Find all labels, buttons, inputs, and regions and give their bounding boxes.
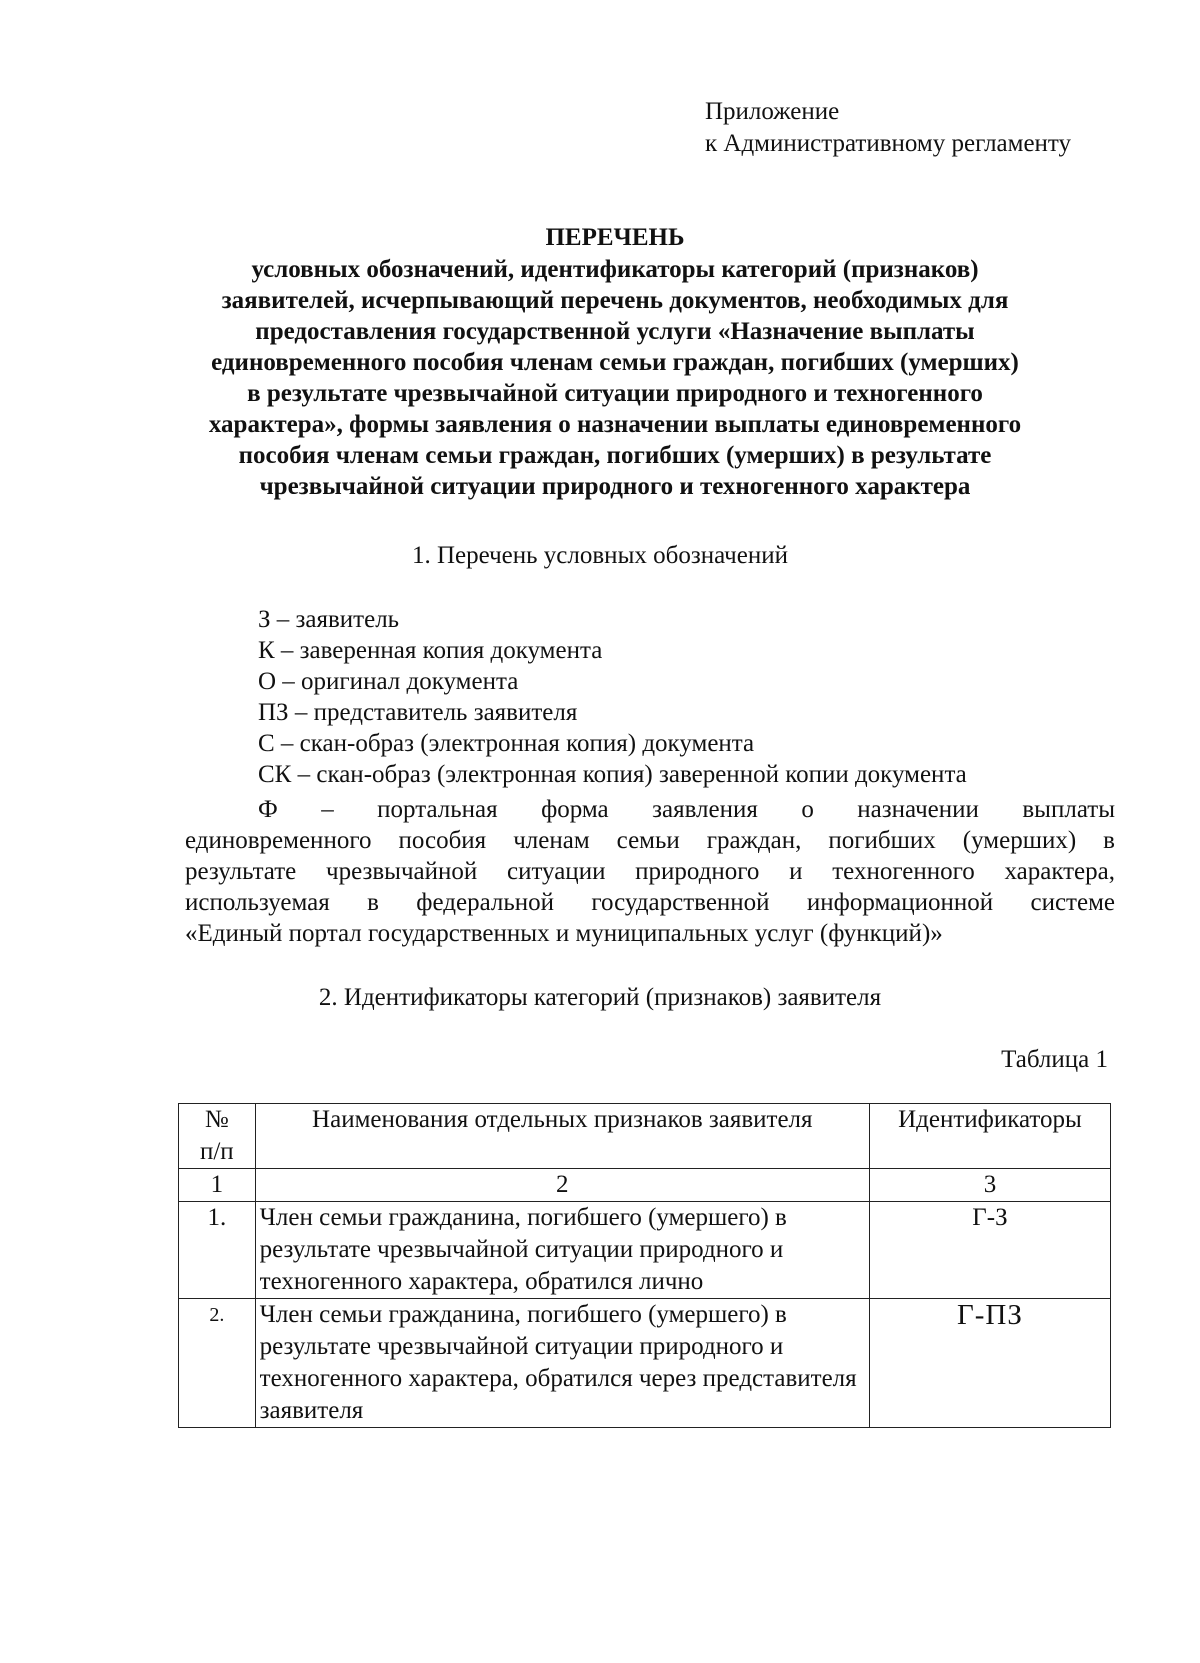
title-line: в результате чрезвычайной ситуации природного и техногенного xyxy=(247,380,983,407)
section-title: 2. Идентификаторы категорий (признаков) заявителя xyxy=(318,984,882,1011)
column-number: 1 xyxy=(179,1169,256,1202)
paragraph-line: единовременного пособия членам семьи граждан, погибших (умерших) в xyxy=(185,827,1115,854)
legend-list xyxy=(258,604,967,790)
title-line: единовременного пособия членам семьи граждан, погибших (умерших) xyxy=(211,349,1019,376)
section-title: 1. Перечень условных обозначений xyxy=(411,542,788,569)
row-description: Член семьи гражданина, погибшего (умершего) в результате чрезвычайной ситуации природного и техногенного характера, обратился лично xyxy=(255,1202,869,1299)
column-numbers-row xyxy=(179,1169,1111,1202)
title-line: характера», формы заявления о назначении выплаты единовременного xyxy=(208,411,1022,438)
appendix-note xyxy=(705,96,1071,160)
legend-item: К – заверенная копия документа xyxy=(258,637,603,664)
legend-item: ПЗ – представитель заявителя xyxy=(258,699,578,726)
column-number: 2 xyxy=(255,1169,869,1202)
title-line: условных обозначений, идентификаторы категорий (признаков) xyxy=(251,256,979,283)
row-number: 1. xyxy=(179,1202,256,1299)
legend-item: СК – скан-образ (электронная копия) заверенной копии документа xyxy=(258,761,967,788)
appendix-line: к Административному регламенту xyxy=(705,130,1072,157)
paragraph-line: «Единый портал государственных и муниципальных услуг (функций)» xyxy=(185,920,943,947)
header-number-abbr: п/п xyxy=(199,1138,234,1165)
identifiers-table xyxy=(178,1103,1111,1428)
title-heading: ПЕРЕЧЕНЬ xyxy=(545,224,685,251)
table-row xyxy=(179,1299,1111,1428)
title-line: заявителей, исчерпывающий перечень документов, необходимых для xyxy=(221,287,1009,314)
legend-item: С – скан-образ (электронная копия) документа xyxy=(258,730,755,757)
title-line: чрезвычайной ситуации природного и техногенного характера xyxy=(259,473,971,500)
row-identifier: Г-З xyxy=(869,1202,1110,1299)
paragraph-line: результате чрезвычайной ситуации природного и техногенного характера, xyxy=(185,858,1115,885)
row-identifier: Г-ПЗ xyxy=(869,1299,1110,1428)
paragraph-line: Ф – портальная форма заявления о назначении выплаты xyxy=(258,796,1115,823)
header-cell-number xyxy=(179,1104,256,1169)
paragraph-line: используемая в федеральной государственной информационной системе xyxy=(185,889,1115,916)
header-cell-identifiers: Идентификаторы xyxy=(869,1104,1110,1169)
table-header-row xyxy=(179,1104,1111,1169)
row-number: 2. xyxy=(179,1299,256,1428)
table-row xyxy=(179,1202,1111,1299)
legend-item: З – заявитель xyxy=(258,606,400,633)
legend-item: О – оригинал документа xyxy=(258,668,519,695)
title-line: пособия членам семьи граждан, погибших (умерших) в результате xyxy=(238,442,992,469)
table-caption: Таблица 1 xyxy=(1001,1046,1108,1073)
appendix-line: Приложение xyxy=(705,98,840,125)
row-description: Член семьи гражданина, погибшего (умершего) в результате чрезвычайной ситуации природного и техногенного характера, обратился через представителя заявителя xyxy=(255,1299,869,1428)
title-line: предоставления государственной услуги «Назначение выплаты xyxy=(255,318,975,345)
column-number: 3 xyxy=(869,1169,1110,1202)
header-number-sign: № xyxy=(204,1106,229,1133)
document-title xyxy=(150,222,1080,502)
portal-form-paragraph xyxy=(185,794,1115,949)
header-cell-name: Наименования отдельных признаков заявителя xyxy=(255,1104,869,1169)
